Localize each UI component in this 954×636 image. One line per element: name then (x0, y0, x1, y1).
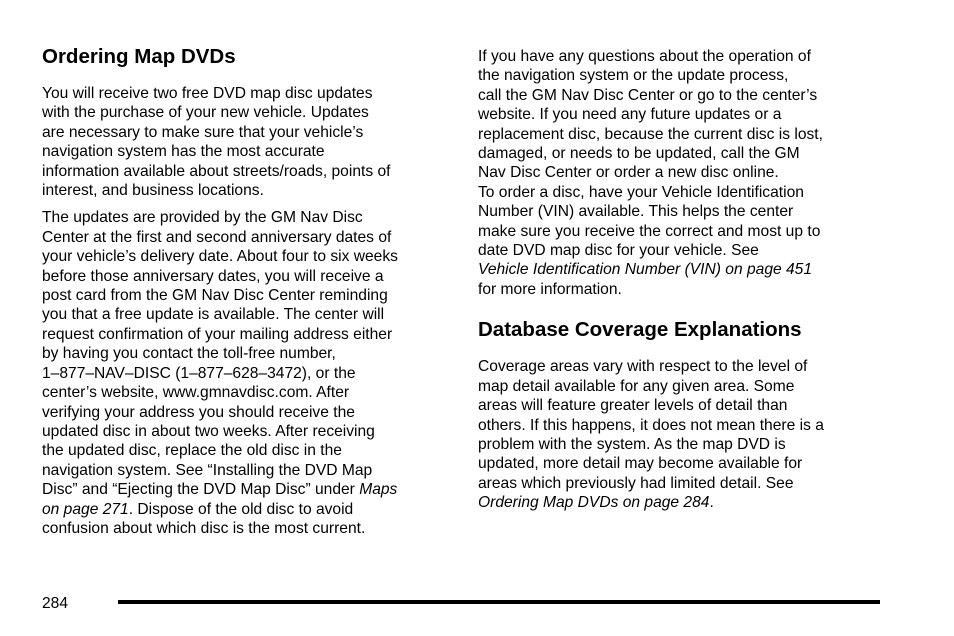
text-line: 1–877–NAV–DISC (1–877–628–3472), or the (42, 364, 356, 382)
text-line (42, 500, 452, 519)
text-line: areas which previously had limited detail. See (478, 474, 794, 492)
cross-reference-ordering-map-dvds[interactable]: Ordering Map DVDs on page 284 (478, 494, 710, 512)
text-line: navigation system. See “Installing the DVD Map (42, 461, 373, 479)
right-column (478, 47, 890, 513)
text-line: make sure you receive the correct and most up to (478, 222, 821, 240)
text-line: map detail available for any given area. Some (478, 377, 795, 395)
text-line: updated, more detail may become available for (478, 455, 803, 473)
text-line: interest, and business locations. (42, 182, 264, 200)
text-line: post card from the GM Nav Disc Center reminding (42, 287, 388, 305)
text-line: replacement disc, because the current disc is lost, (478, 125, 823, 143)
footer-rule (118, 600, 880, 604)
text-line: verifying your address you should receive the (42, 403, 355, 421)
text-line: information available about streets/roads, points of (42, 162, 391, 180)
text-line: others. If this happens, it does not mean there is a (478, 416, 824, 434)
text-line: Nav Disc Center or order a new disc online. (478, 164, 779, 182)
text-line: Coverage areas vary with respect to the level of (478, 358, 808, 376)
text-line: website. If you need any future updates or a (478, 106, 782, 124)
text-line: you that a free update is available. The center will (42, 306, 385, 324)
text-line: problem with the system. As the map DVD is (478, 435, 786, 453)
text-line: are necessary to make sure that your vehicle’s (42, 123, 364, 141)
paragraph-coverage-areas (478, 357, 890, 512)
text-line: confusion about which disc is the most current. (42, 519, 366, 537)
section-heading-database-coverage: Database Coverage Explanations (478, 318, 802, 342)
paragraph-questions-and-ordering (478, 47, 890, 299)
text-line: the updated disc, replace the old disc in the (42, 442, 342, 460)
paragraph-update-process (42, 208, 452, 538)
cross-reference-vin[interactable]: Vehicle Identification Number (VIN) on page 451 (478, 261, 813, 279)
text-line: request confirmation of your mailing address either (42, 325, 393, 343)
text-line: call the GM Nav Disc Center or go to the center’s (478, 86, 818, 104)
text-line: damaged, or needs to be updated, call the GM (478, 145, 800, 163)
section-heading-ordering-map-dvds: Ordering Map DVDs (42, 45, 236, 68)
paragraph-free-updates (42, 84, 452, 200)
text-line (478, 493, 890, 512)
text-line: navigation system has the most accurate (42, 143, 325, 161)
text-line: Center at the first and second anniversary dates of (42, 228, 392, 246)
text-fragment: . (709, 494, 714, 512)
text-line: center’s website, www.gmnavdisc.com. After (42, 384, 350, 402)
text-fragment: Disc” and “Ejecting the DVD Map Disc” under (42, 481, 360, 499)
text-line: The updates are provided by the GM Nav Disc (42, 209, 363, 227)
text-line: the navigation system or the update process, (478, 67, 789, 85)
text-line: To order a disc, have your Vehicle Identification (478, 183, 804, 201)
page-number: 284 (42, 595, 69, 612)
text-line: by having you contact the toll-free number, (42, 345, 336, 363)
text-line: before those anniversary dates, you will receive a (42, 267, 384, 285)
text-line: You will receive two free DVD map disc updates (42, 85, 373, 102)
cross-reference-page-271[interactable]: on page 271 (42, 500, 129, 518)
text-line: for more information. (478, 280, 622, 298)
text-line: your vehicle’s delivery date. About four to six weeks (42, 248, 398, 266)
text-fragment: . Dispose of the old disc to avoid (128, 500, 354, 518)
text-line: If you have any questions about the operation of (478, 48, 811, 65)
cross-reference-maps[interactable]: Maps (359, 481, 398, 499)
text-line (42, 480, 452, 499)
text-line: date DVD map disc for your vehicle. See (478, 242, 759, 260)
text-line: updated disc in about two weeks. After receiving (42, 422, 375, 440)
left-column (42, 44, 452, 538)
text-line: Number (VIN) available. This helps the center (478, 203, 794, 221)
text-line: with the purchase of your new vehicle. Updates (42, 104, 369, 122)
text-line: areas will feature greater levels of detail than (478, 397, 788, 415)
